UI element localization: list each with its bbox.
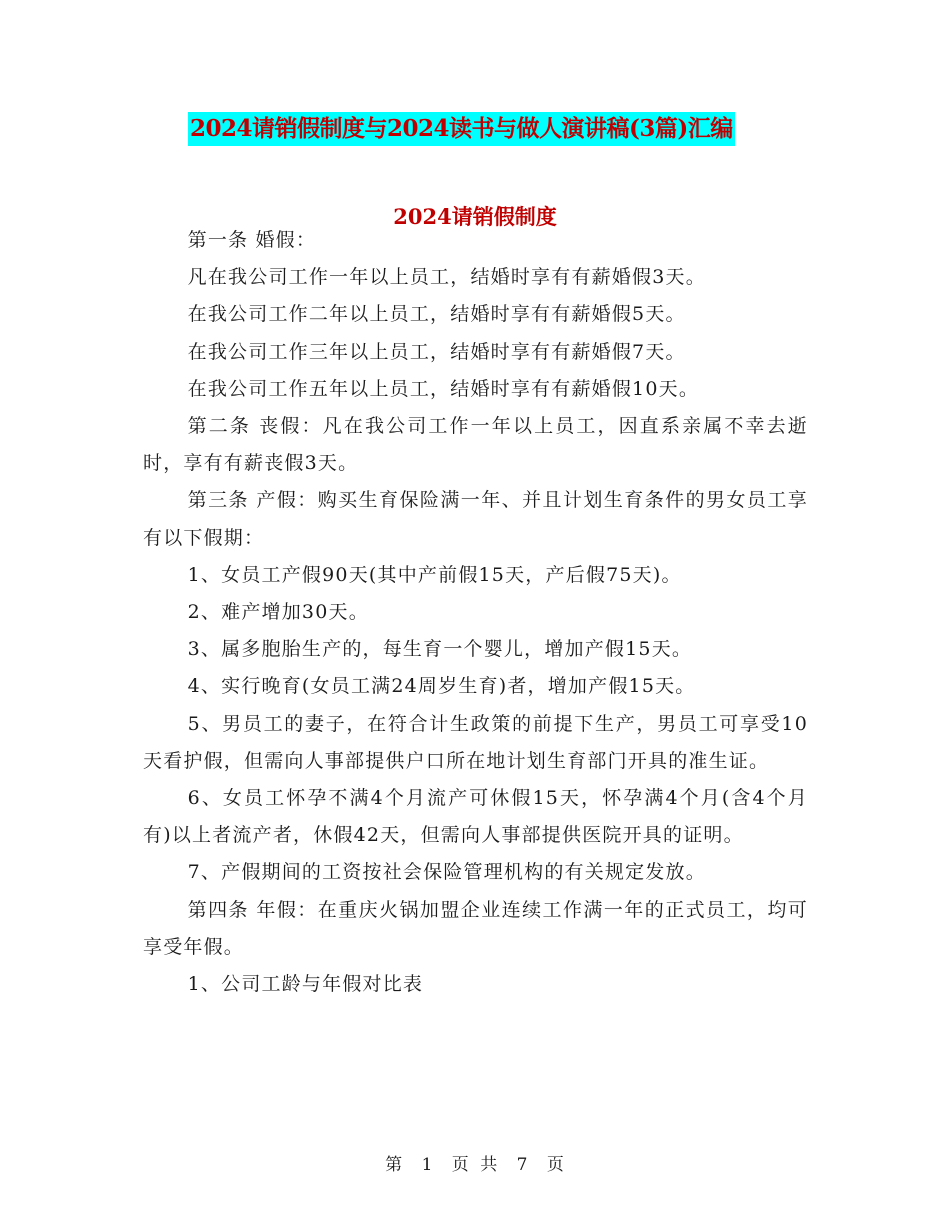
footer-middle: 页 共 bbox=[451, 1155, 499, 1175]
paragraph: 第一条 婚假： bbox=[187, 229, 317, 251]
paragraph: 第三条 产假：购买生育保险满一年、并且计划生育条件的男女员工享有以下假期： bbox=[143, 489, 808, 549]
paragraph: 6、女员工怀孕不满4个月流产可休假15天，怀孕满4个月(含4个月有)以上者流产者，休假42天，但需向人事部提供医院开具的证明。 bbox=[143, 787, 808, 847]
paragraph: 第二条 丧假：凡在我公司工作一年以上员工，因直系亲属不幸去逝时，享有有薪丧假3天。 bbox=[143, 415, 808, 475]
paragraph: 凡在我公司工作一年以上员工，结婚时享有有薪婚假3天。 bbox=[187, 266, 706, 289]
footer-prefix: 第 bbox=[385, 1155, 404, 1175]
paragraph: 2、难产增加30天。 bbox=[187, 601, 369, 624]
paragraph: 4、实行晚育(女员工满24周岁生育)者，增加产假15天。 bbox=[187, 675, 696, 698]
footer-suffix: 页 bbox=[546, 1155, 565, 1175]
total-pages-number: 7 bbox=[516, 1155, 529, 1175]
page-footer bbox=[0, 1150, 950, 1175]
document-body bbox=[143, 222, 808, 1003]
paragraph: 1、女员工产假90天(其中产前假15天，产后假75天)。 bbox=[187, 563, 682, 586]
paragraph: 7、产假期间的工资按社会保险管理机构的有关规定发放。 bbox=[187, 861, 706, 884]
document-title: 2024请销假制度与2024读书与做人演讲稿(3篇)汇编 bbox=[188, 112, 735, 146]
paragraph: 第四条 年假：在重庆火锅加盟企业连续工作满一年的正式员工，均可享受年假。 bbox=[143, 898, 808, 958]
paragraph: 在我公司工作三年以上员工，结婚时享有有薪婚假7天。 bbox=[187, 340, 686, 363]
paragraph: 1、公司工龄与年假对比表 bbox=[187, 973, 424, 996]
paragraph: 在我公司工作五年以上员工，结婚时享有有薪婚假10天。 bbox=[187, 377, 700, 400]
paragraph: 3、属多胞胎生产的，每生育一个婴儿，增加产假15天。 bbox=[187, 638, 693, 661]
paragraph: 在我公司工作二年以上员工，结婚时享有有薪婚假5天。 bbox=[187, 303, 686, 326]
current-page-number: 1 bbox=[421, 1155, 434, 1175]
section-title: 2024请销假制度 bbox=[393, 204, 557, 229]
paragraph: 5、男员工的妻子，在符合计生政策的前提下生产，男员工可享受10天看护假，但需向人事部提供户口所在地计划生育部门开具的准生证。 bbox=[143, 712, 808, 772]
